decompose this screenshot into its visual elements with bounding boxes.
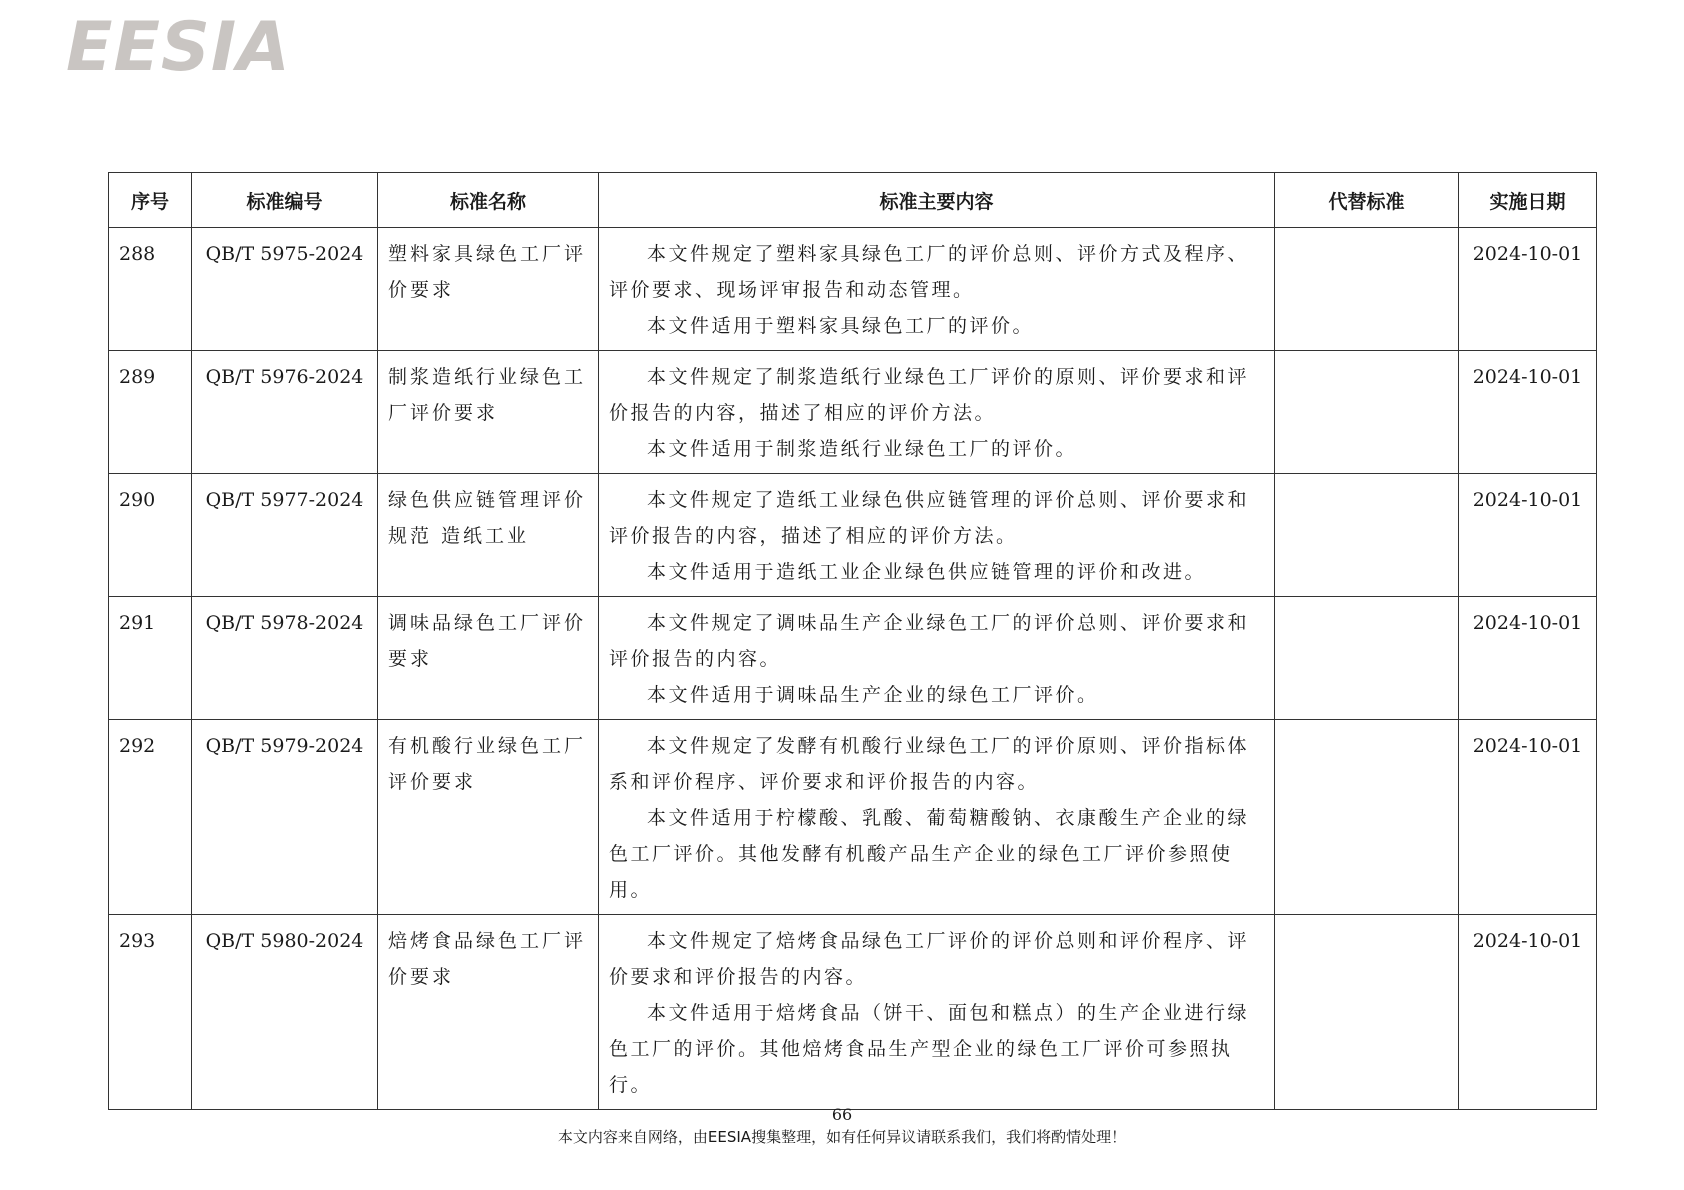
cell-no: 293 — [109, 915, 192, 1110]
cell-name: 绿色供应链管理评价规范 造纸工业 — [378, 474, 599, 597]
cell-content — [599, 597, 1275, 720]
table-row — [109, 228, 1597, 351]
table-row — [109, 351, 1597, 474]
content-paragraph: 本文件适用于制浆造纸行业绿色工厂的评价。 — [647, 438, 1078, 460]
table-row — [109, 597, 1597, 720]
cell-content — [599, 228, 1275, 351]
eesia-logo: EESIA — [66, 8, 291, 87]
cell-code: QB/T 5977-2024 — [192, 474, 378, 597]
header-content: 标准主要内容 — [599, 173, 1275, 228]
content-paragraph: 本文件规定了发酵有机酸行业绿色工厂的评价原则、评价指标体系和评价程序、评价要求和评价报告的内容。 — [609, 735, 1250, 793]
content-paragraph: 本文件规定了调味品生产企业绿色工厂的评价总则、评价要求和评价报告的内容。 — [609, 612, 1250, 670]
content-paragraph: 本文件规定了焙烤食品绿色工厂评价的评价总则和评价程序、评价要求和评价报告的内容。 — [609, 930, 1250, 988]
cell-name: 有机酸行业绿色工厂评价要求 — [378, 720, 599, 915]
cell-code: QB/T 5979-2024 — [192, 720, 378, 915]
content-paragraph: 本文件适用于柠檬酸、乳酸、葡萄糖酸钠、衣康酸生产企业的绿色工厂评价。其他发酵有机酸产品生产企业的绿色工厂评价参照使用。 — [609, 807, 1250, 901]
cell-content — [599, 915, 1275, 1110]
page-number: 66 — [831, 1105, 853, 1124]
standards-table — [108, 172, 1597, 1110]
content-paragraph: 本文件规定了造纸工业绿色供应链管理的评价总则、评价要求和评价报告的内容，描述了相应的评价方法。 — [609, 489, 1250, 547]
cell-no: 292 — [109, 720, 192, 915]
footer-note: 本文内容来自网络，由EESIA搜集整理，如有任何异议请联系我们，我们将酌情处理！ — [557, 1128, 1127, 1146]
cell-date: 2024-10-01 — [1459, 720, 1597, 915]
content-paragraph: 本文件规定了制浆造纸行业绿色工厂评价的原则、评价要求和评价报告的内容，描述了相应的评价方法。 — [609, 366, 1250, 424]
cell-content — [599, 720, 1275, 915]
cell-name: 制浆造纸行业绿色工厂评价要求 — [378, 351, 599, 474]
content-paragraph: 本文件规定了塑料家具绿色工厂的评价总则、评价方式及程序、评价要求、现场评审报告和动态管理。 — [609, 243, 1250, 301]
cell-replaces — [1275, 351, 1459, 474]
cell-replaces — [1275, 228, 1459, 351]
cell-code: QB/T 5980-2024 — [192, 915, 378, 1110]
table-row — [109, 474, 1597, 597]
header-replaces: 代替标准 — [1275, 173, 1459, 228]
cell-content — [599, 474, 1275, 597]
cell-replaces — [1275, 597, 1459, 720]
cell-date: 2024-10-01 — [1459, 228, 1597, 351]
header-name: 标准名称 — [378, 173, 599, 228]
cell-no: 290 — [109, 474, 192, 597]
cell-replaces — [1275, 720, 1459, 915]
header-date: 实施日期 — [1459, 173, 1597, 228]
cell-content — [599, 351, 1275, 474]
cell-name: 调味品绿色工厂评价要求 — [378, 597, 599, 720]
header-code: 标准编号 — [192, 173, 378, 228]
cell-replaces — [1275, 915, 1459, 1110]
cell-name: 焙烤食品绿色工厂评价要求 — [378, 915, 599, 1110]
table-row — [109, 915, 1597, 1110]
content-paragraph: 本文件适用于塑料家具绿色工厂的评价。 — [647, 315, 1035, 337]
table-row — [109, 720, 1597, 915]
table-header-row — [109, 173, 1597, 228]
cell-code: QB/T 5978-2024 — [192, 597, 378, 720]
cell-no: 288 — [109, 228, 192, 351]
cell-code: QB/T 5975-2024 — [192, 228, 378, 351]
cell-date: 2024-10-01 — [1459, 915, 1597, 1110]
cell-date: 2024-10-01 — [1459, 351, 1597, 474]
content-paragraph: 本文件适用于焙烤食品（饼干、面包和糕点）的生产企业进行绿色工厂的评价。其他焙烤食品生产型企业的绿色工厂评价可参照执行。 — [609, 1002, 1250, 1096]
cell-name: 塑料家具绿色工厂评价要求 — [378, 228, 599, 351]
cell-replaces — [1275, 474, 1459, 597]
cell-no: 291 — [109, 597, 192, 720]
cell-code: QB/T 5976-2024 — [192, 351, 378, 474]
cell-date: 2024-10-01 — [1459, 474, 1597, 597]
cell-no: 289 — [109, 351, 192, 474]
content-paragraph: 本文件适用于调味品生产企业的绿色工厂评价。 — [647, 684, 1099, 706]
cell-date: 2024-10-01 — [1459, 597, 1597, 720]
header-no: 序号 — [109, 173, 192, 228]
content-paragraph: 本文件适用于造纸工业企业绿色供应链管理的评价和改进。 — [647, 561, 1207, 583]
